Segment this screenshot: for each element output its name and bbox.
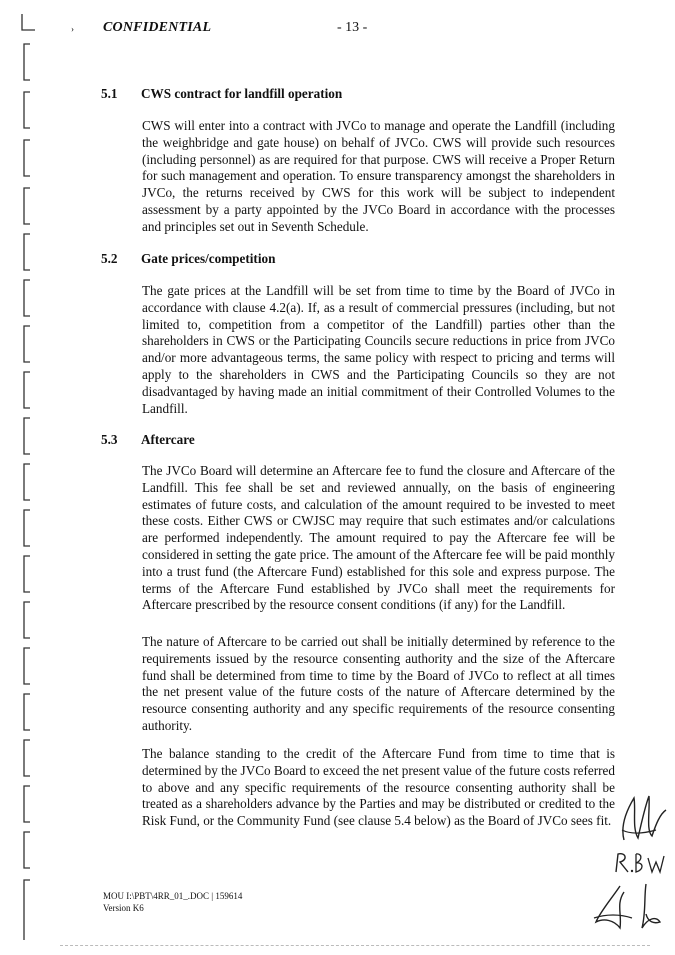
section-number: 5.2 [101,251,118,266]
paragraph: The nature of Aftercare to be carried out shall be initially determined by reference to the requirements issued by the resource consenting authority and the size of the Aftercare fund shall be determined from time to time by the Board of JVCo to reflect at all times the net present value of the future costs of the nature of Aftercare determined by the resource consenting authority and any specific requirements of the resource consenting authority. [142,634,615,733]
page-number: - 13 - [337,20,368,35]
page-header [0,20,675,40]
paragraph: The gate prices at the Landfill will be set from time to time by the Board of JVCo in accordance with clause 4.2(a). If, as a result of commercial pressures (including, but not limited to, competition from a competitor of the Landfill) parties other than the shareholders in CWS or the Participating Councils secure reductions in price from JVCo and/or more advantageous terms, the same policy with respect to pricing and terms will apply to the shareholders in CWS and the Participating Councils so they are not disadvantaged by having made an initial commitment of their Controlled Volumes to the Landfill. [142,283,615,416]
section-title: CWS contract for landfill operation [141,86,343,101]
section-title: Gate prices/competition [141,251,276,266]
margin-mark: › [71,24,74,34]
paragraph: CWS will enter into a contract with JVCo to manage and operate the Landfill (including the weighbridge and gate house) on behalf of JVCo. CWS will provide such resources (including personnel) as are required for that purpose. CWS will receive a Proper Return for such management and operation. To ensure transparency amongst the shareholders in JVCo, the returns received by CWS for this work will be subject to independent assessment by a party appointed by the JVCo Board in accordance with the processes and principles set out in Seventh Schedule. [142,118,615,234]
section-heading-5-3 [101,432,195,448]
binding-holes [0,0,40,955]
footer-file-reference: MOU I:\PBT\4RR_01_.DOC | 159614 [103,891,243,901]
confidential-label: CONFIDENTIAL [103,20,212,35]
section-number: 5.3 [101,432,118,447]
paragraph: The JVCo Board will determine an Aftercare fee to fund the closure and Aftercare of the Landfill. This fee shall be set and reviewed annually, on the basis of engineering estimates of future costs, and calculation of the amount required to be invested to meet these costs. Either CWS or CWJSC may require that such estimates and/or calculations are performed independently. The amount required to pay the Aftercare fee will be considered in setting the gate price. The amount of the Aftercare fee will be paid monthly into a trust fund (the Aftercare Fund) established for this sole and express purpose. The terms of the Aftercare Fund established by JVCo shall meet the requirements for Aftercare prescribed by the resource consent conditions (if any) for the Landfill. [142,463,615,613]
section-number: 5.1 [101,86,118,101]
section-title: Aftercare [141,432,195,447]
section-heading-5-1 [101,86,342,102]
section-heading-5-2 [101,251,275,267]
document-footer [103,890,242,914]
signature-initials-bottom [590,878,670,938]
signature-initials-rbw [612,848,667,878]
bottom-edge-line [60,945,650,946]
signature-initials-top [616,790,671,850]
paragraph: The balance standing to the credit of the Aftercare Fund from time to time that is determined by the JVCo Board to exceed the net present value of the future costs referred to above and any specific requirements of the resource consenting authority shall be treated as a shareholders advance by the Parties and may be distributed or credited to the Risk Fund, or the Community Fund (see clause 5.4 below) as the Board of JVCo sees fit. [142,746,615,829]
footer-version: Version K6 [103,903,144,913]
